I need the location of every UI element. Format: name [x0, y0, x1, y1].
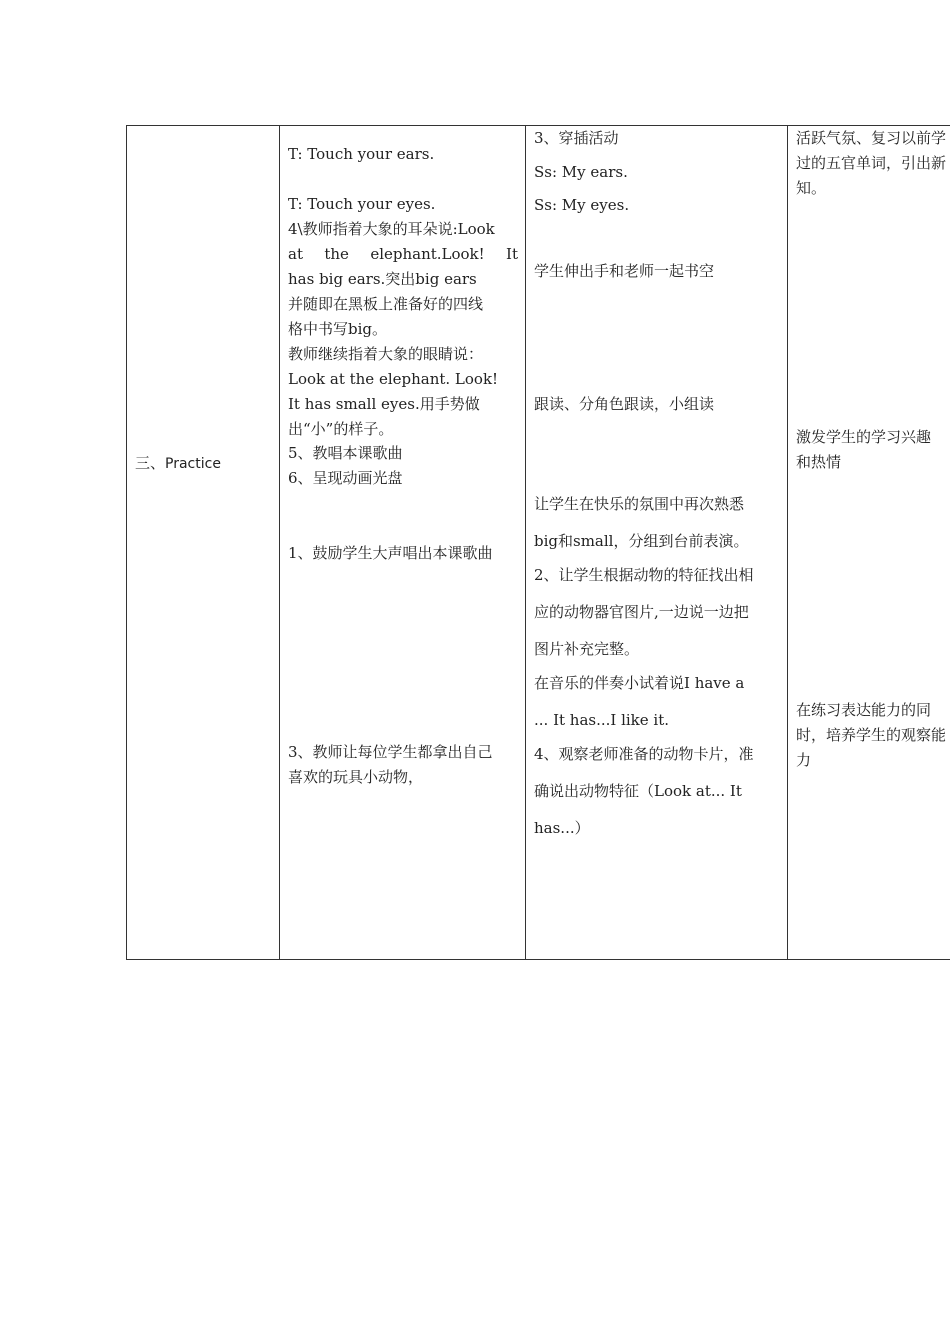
student-line: 4、观察老师准备的动物卡片，准 — [534, 745, 754, 763]
stage-label — [135, 452, 221, 473]
teacher-line: 1、鼓励学生大声唱出本课歌曲 — [288, 544, 493, 562]
teacher-line: 并随即在黑板上准备好的四线 — [288, 295, 484, 313]
purpose-line: 时，培养学生的观察能 — [796, 726, 947, 744]
teacher-line: 喜欢的玩具小动物， — [288, 768, 424, 786]
student-line: 跟读、分角色跟读，小组读 — [534, 395, 715, 413]
purpose-line: 在练习表达能力的同 — [796, 701, 932, 719]
teacher-line: It has small eyes.用手势做 — [288, 395, 480, 413]
purpose-line: 力 — [796, 751, 812, 769]
student-line: big和small，分组到台前表演。 — [534, 532, 749, 550]
student-line: 图片补充完整。 — [534, 640, 640, 658]
stage-name: Practice — [165, 456, 221, 472]
teacher-line: 教师继续指着大象的眼睛说： — [288, 345, 484, 363]
student-line: 2、让学生根据动物的特征找出相 — [534, 566, 754, 584]
teacher-line: 5、教唱本课歌曲 — [288, 444, 403, 462]
teacher-line — [288, 242, 518, 267]
student-line: 应的动物器官图片,一边说一边把 — [534, 603, 749, 621]
purpose-line: 活跃气氛、复习以前学 — [796, 129, 947, 147]
student-line: 学生伸出手和老师一起书空 — [534, 262, 715, 280]
column-divider — [525, 126, 526, 959]
student-line: Ss: My ears. — [534, 163, 628, 181]
teacher-line: 出“小”的样子。 — [288, 420, 394, 438]
lesson-plan-table — [126, 125, 950, 960]
teacher-line: 3、教师让每位学生都拿出自己 — [288, 743, 493, 761]
teacher-line: T: Touch your ears. — [288, 145, 435, 163]
stage-number: 三、 — [135, 454, 166, 472]
teacher-line: 格中书写big。 — [288, 320, 388, 338]
teacher-line: T: Touch your eyes. — [288, 195, 436, 213]
teacher-line: has big ears.突出big ears — [288, 270, 477, 288]
word: It — [506, 245, 518, 263]
student-line: ... It has...I like it. — [534, 711, 670, 729]
purpose-line: 和热情 — [796, 453, 842, 471]
word: the — [324, 245, 349, 263]
student-line: 在音乐的伴奏小试着说I have a — [534, 674, 745, 692]
student-line: 让学生在快乐的氛围中再次熟悉 — [534, 495, 745, 513]
student-line: 3、穿插活动 — [534, 129, 619, 147]
student-line: 确说出动物特征（Look at... It — [534, 782, 742, 800]
student-line: Ss: My eyes. — [534, 196, 630, 214]
teacher-line: 4\教师指着大象的耳朵说:Look — [288, 220, 495, 238]
purpose-line: 激发学生的学习兴趣 — [796, 428, 932, 446]
teacher-line: 6、呈现动画光盘 — [288, 469, 403, 487]
purpose-line: 知。 — [796, 179, 827, 197]
purpose-line: 过的五官单词，引出新 — [796, 154, 947, 172]
word: elephant.Look! — [370, 245, 485, 263]
student-line: has...） — [534, 819, 590, 837]
column-divider — [279, 126, 280, 959]
word: at — [288, 245, 303, 263]
teacher-line: Look at the elephant. Look! — [288, 370, 499, 388]
column-divider — [787, 126, 788, 959]
